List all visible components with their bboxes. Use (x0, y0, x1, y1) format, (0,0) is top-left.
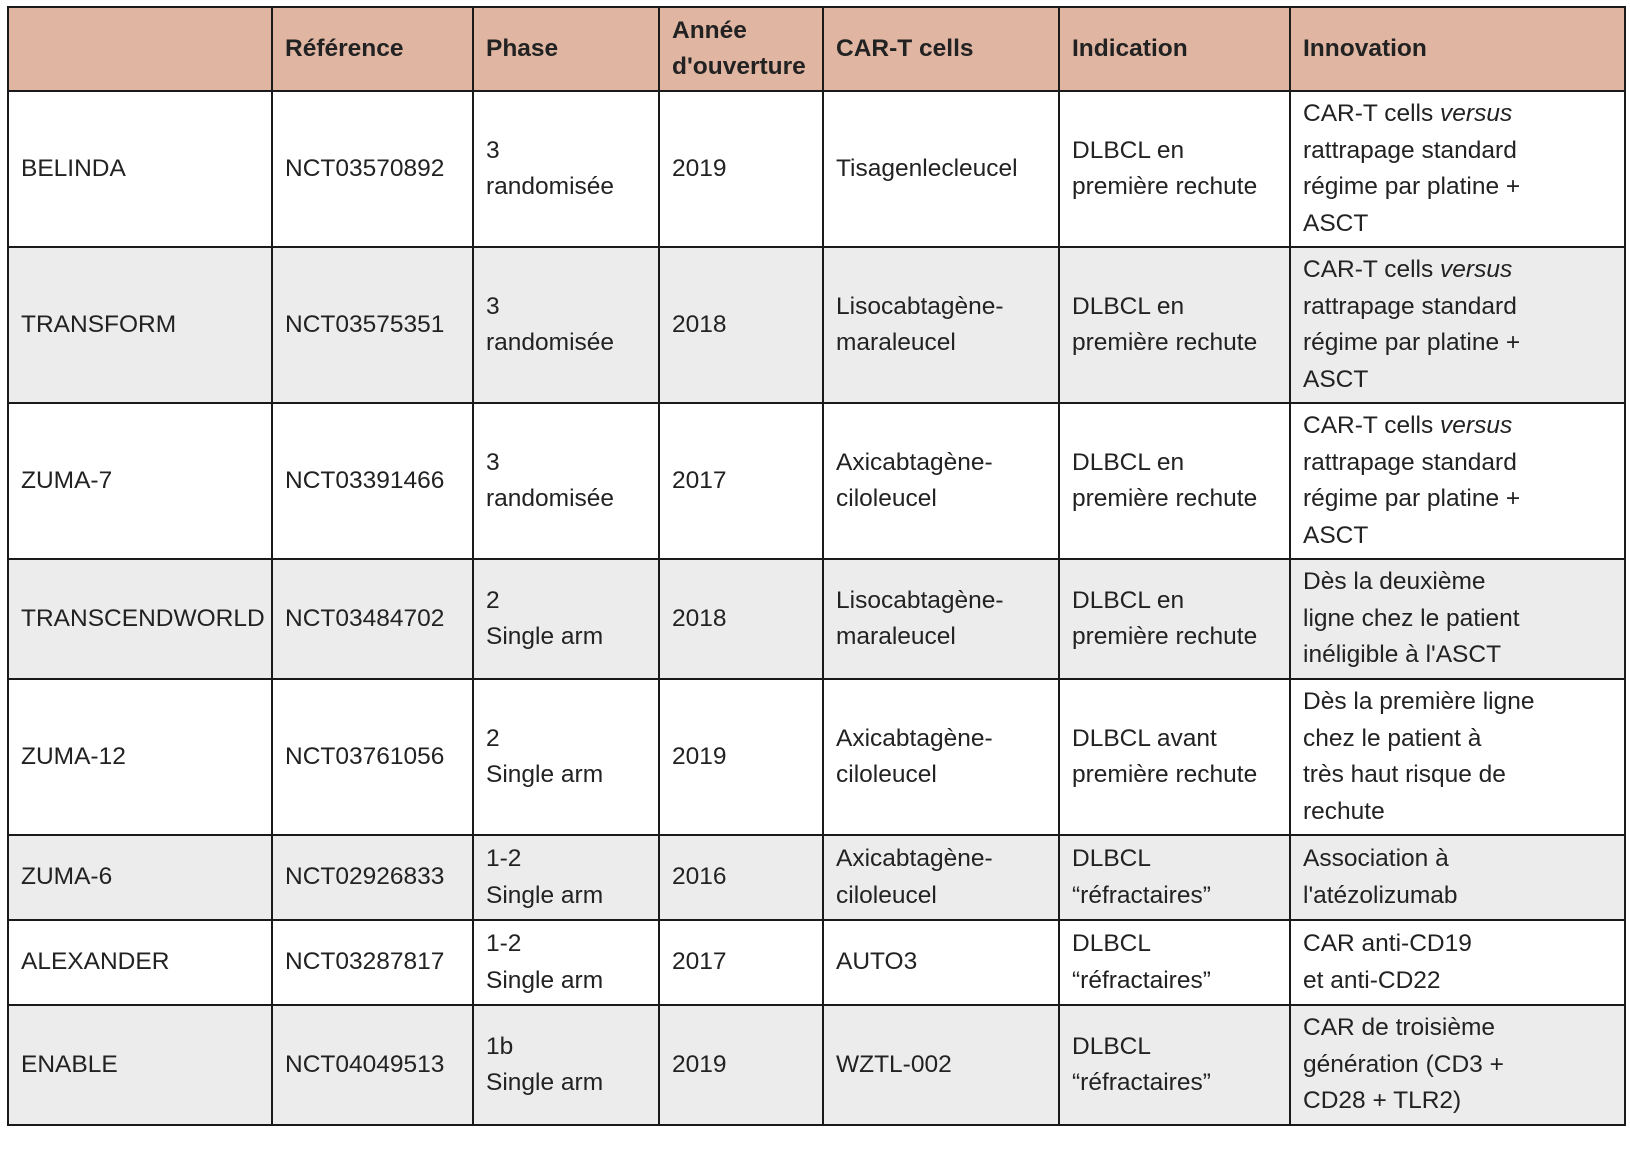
header-blank (8, 7, 272, 91)
header-row (8, 7, 1625, 91)
cell-line: première rechute (1072, 623, 1258, 650)
cell-line: ciloleucel (836, 485, 937, 512)
cell-line: première rechute (1072, 761, 1258, 788)
cell-line (1303, 963, 1612, 1000)
cell-line (1303, 684, 1612, 721)
table-row (8, 559, 1625, 679)
cell-line: 1-2 (486, 930, 522, 957)
cell-line: 3 (486, 136, 500, 164)
cell-line (1303, 926, 1612, 963)
cell-study-name: ZUMA-7 (8, 403, 272, 559)
cell-line (1303, 325, 1612, 362)
cell-year: 2018 (659, 247, 823, 403)
cell-line (1303, 637, 1612, 674)
table-body (8, 91, 1625, 1125)
cell-reference: NCT03570892 (272, 91, 473, 247)
cell-line (1303, 252, 1612, 289)
cell-indication (1059, 403, 1290, 559)
cell-text: rattrapage standard (1303, 448, 1517, 476)
cell-line: ciloleucel (836, 881, 937, 909)
cell-phase (473, 403, 659, 559)
cell-line (1303, 362, 1612, 399)
cell-line: Axicabtagène- (836, 845, 993, 872)
header-phase: Phase (473, 7, 659, 91)
cell-phase (473, 679, 659, 835)
cell-line: Axicabtagène- (836, 448, 993, 476)
cell-line: première rechute (1072, 329, 1258, 356)
cell-line: ciloleucel (836, 761, 937, 788)
cell-line: DLBCL (1072, 930, 1151, 957)
cell-line (1303, 1047, 1612, 1084)
header-innovation: Innovation (1290, 7, 1625, 91)
table-row (8, 835, 1625, 920)
cell-cart-cells (823, 247, 1059, 403)
cell-text: CD28 + TLR2) (1303, 1087, 1462, 1115)
cell-reference: NCT03391466 (272, 403, 473, 559)
header-year: Année d'ouverture (659, 7, 823, 91)
cell-study-name: ALEXANDER (8, 920, 272, 1005)
cell-phase (473, 559, 659, 679)
cell-line: DLBCL en (1072, 292, 1185, 320)
cell-line: maraleucel (836, 623, 956, 650)
cell-innovation (1290, 403, 1625, 559)
cell-indication (1059, 1005, 1290, 1125)
cell-text: très haut risque de (1303, 761, 1506, 788)
cell-year: 2017 (659, 920, 823, 1005)
trials-table (7, 6, 1626, 1126)
cell-cart-cells (823, 91, 1059, 247)
cell-line: “réfractaires” (1072, 1069, 1211, 1096)
cell-line: 1b (486, 1032, 514, 1060)
cell-line: Single arm (486, 761, 604, 788)
cell-innovation (1290, 1005, 1625, 1125)
table-row (8, 920, 1625, 1005)
cell-cart-cells (823, 679, 1059, 835)
cell-line (1303, 564, 1612, 601)
cell-line: Lisocabtagène- (836, 586, 1004, 614)
cell-innovation (1290, 920, 1625, 1005)
cell-phase (473, 91, 659, 247)
cell-line: 2 (486, 586, 500, 614)
cell-text: régime par platine + (1303, 173, 1521, 200)
cell-text: chez le patient à (1303, 724, 1482, 752)
cell-line: DLBCL en (1072, 448, 1185, 476)
cell-line: 2 (486, 724, 500, 752)
cell-indication (1059, 247, 1290, 403)
table-row (8, 1005, 1625, 1125)
cell-year: 2018 (659, 559, 823, 679)
cell-text: régime par platine + (1303, 485, 1521, 512)
cell-text: CAR de troisième (1303, 1014, 1495, 1042)
cell-reference: NCT03761056 (272, 679, 473, 835)
table-row (8, 403, 1625, 559)
cell-cart-cells (823, 1005, 1059, 1125)
cell-indication (1059, 679, 1290, 835)
cell-text: Dès la première ligne (1303, 688, 1535, 715)
cell-phase (473, 920, 659, 1005)
cell-innovation (1290, 559, 1625, 679)
cell-line: AUTO3 (836, 948, 918, 976)
cell-line: première rechute (1072, 173, 1258, 200)
cell-indication (1059, 835, 1290, 920)
cell-line (1303, 878, 1612, 915)
cell-indication (1059, 920, 1290, 1005)
cell-line (1303, 841, 1612, 878)
cell-line: DLBCL en (1072, 136, 1185, 164)
header-indication: Indication (1059, 7, 1290, 91)
cell-phase (473, 247, 659, 403)
table-row (8, 679, 1625, 835)
cell-year: 2017 (659, 403, 823, 559)
cell-text: ASCT (1303, 521, 1369, 549)
cell-line: 1-2 (486, 845, 522, 872)
cell-line: Single arm (486, 623, 604, 650)
header-reference: Référence (272, 7, 473, 91)
cell-year: 2019 (659, 1005, 823, 1125)
cell-study-name: ZUMA-12 (8, 679, 272, 835)
cell-line (1303, 1083, 1612, 1120)
cell-text: Dès la deuxième (1303, 568, 1486, 596)
cell-reference: NCT03484702 (272, 559, 473, 679)
cell-cart-cells (823, 559, 1059, 679)
cell-line: Lisocabtagène- (836, 292, 1004, 320)
cell-line (1303, 206, 1612, 243)
cell-line (1303, 169, 1612, 206)
cell-line (1303, 133, 1612, 170)
cell-innovation (1290, 247, 1625, 403)
cell-line: DLBCL avant (1072, 724, 1217, 752)
cell-indication (1059, 559, 1290, 679)
italic-text: versus (1440, 100, 1513, 127)
cell-text: CAR-T cells (1303, 412, 1441, 439)
cell-innovation (1290, 91, 1625, 247)
cell-study-name: TRANSCENDWORLD (8, 559, 272, 679)
cell-text: ASCT (1303, 209, 1369, 237)
cell-study-name: TRANSFORM (8, 247, 272, 403)
cell-text: et anti-CD22 (1303, 966, 1441, 994)
cell-reference: NCT04049513 (272, 1005, 473, 1125)
cell-study-name: BELINDA (8, 91, 272, 247)
cell-line (1303, 518, 1612, 555)
cell-line: randomisée (486, 173, 615, 200)
cell-line: DLBCL (1072, 1032, 1151, 1060)
cell-text: rattrapage standard (1303, 292, 1517, 320)
cell-study-name: ENABLE (8, 1005, 272, 1125)
cell-text: rattrapage standard (1303, 136, 1517, 164)
cell-line (1303, 408, 1612, 445)
cell-line: Tisagenlecleucel (836, 154, 1018, 182)
cell-reference: NCT03575351 (272, 247, 473, 403)
cell-year: 2019 (659, 679, 823, 835)
cell-line: 3 (486, 292, 500, 320)
cell-line: Single arm (486, 1069, 604, 1096)
cell-line (1303, 757, 1612, 794)
cell-reference: NCT02926833 (272, 835, 473, 920)
cell-text: Association à (1303, 845, 1449, 872)
table-row (8, 91, 1625, 247)
cell-line: randomisée (486, 329, 615, 356)
cell-cart-cells (823, 920, 1059, 1005)
cell-text: régime par platine + (1303, 329, 1521, 356)
cell-cart-cells (823, 835, 1059, 920)
cell-line: Single arm (486, 966, 604, 994)
cell-line: 3 (486, 448, 500, 476)
cell-innovation (1290, 679, 1625, 835)
cell-text: inéligible à l'ASCT (1303, 641, 1502, 669)
italic-text: versus (1440, 256, 1513, 283)
cell-line: Axicabtagène- (836, 724, 993, 752)
cell-text: CAR-T cells (1303, 100, 1441, 127)
cell-line (1303, 601, 1612, 638)
cell-line (1303, 289, 1612, 326)
cell-line: “réfractaires” (1072, 966, 1211, 994)
cell-line (1303, 1010, 1612, 1047)
cell-study-name: ZUMA-6 (8, 835, 272, 920)
cell-text: CAR-T cells (1303, 256, 1441, 283)
cell-line (1303, 481, 1612, 518)
cell-text: l'atézolizumab (1303, 881, 1458, 909)
cell-line: “réfractaires” (1072, 881, 1211, 909)
cell-line: première rechute (1072, 485, 1258, 512)
cell-line: Single arm (486, 881, 604, 909)
cell-year: 2019 (659, 91, 823, 247)
cell-text: génération (CD3 + (1303, 1050, 1504, 1078)
cell-text: rechute (1303, 797, 1385, 825)
cell-year: 2016 (659, 835, 823, 920)
cell-phase (473, 835, 659, 920)
cell-cart-cells (823, 403, 1059, 559)
cell-text: CAR anti-CD19 (1303, 930, 1472, 957)
cell-innovation (1290, 835, 1625, 920)
cell-line (1303, 721, 1612, 758)
cell-line (1303, 794, 1612, 831)
italic-text: versus (1440, 412, 1513, 439)
header-cart-cells: CAR-T cells (823, 7, 1059, 91)
cell-line (1303, 445, 1612, 482)
cell-line: maraleucel (836, 329, 956, 356)
table-row (8, 247, 1625, 403)
cell-reference: NCT03287817 (272, 920, 473, 1005)
cell-text: ligne chez le patient (1303, 604, 1520, 632)
cell-line: DLBCL (1072, 845, 1151, 872)
cell-phase (473, 1005, 659, 1125)
cell-line: randomisée (486, 485, 615, 512)
cell-line (1303, 96, 1612, 133)
cell-indication (1059, 91, 1290, 247)
cell-line: WZTL-002 (836, 1050, 952, 1078)
cell-line: DLBCL en (1072, 586, 1185, 614)
cell-text: ASCT (1303, 365, 1369, 393)
